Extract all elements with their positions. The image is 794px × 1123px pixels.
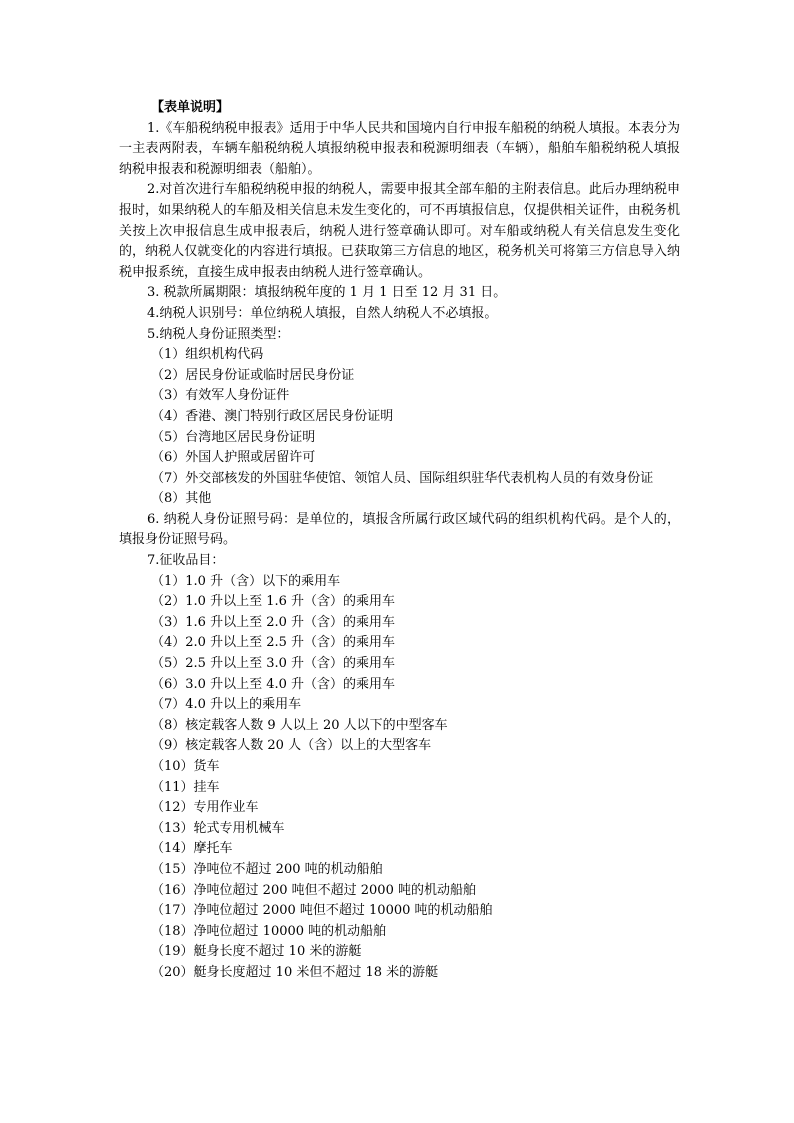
list-item: （8）其他 [151,491,212,507]
category-list [119,572,680,984]
list-item: （1）组织机构代码 [151,347,264,363]
list-item: （2）1.0 升以上至 1.6 升（含）的乘用车 [151,594,396,610]
list-item: （6）外国人护照或居留许可 [151,450,316,466]
list-item: （18）净吨位超过 10000 吨的机动船舶 [151,923,387,939]
list-item: （13）轮式专用机械车 [151,820,285,836]
form-instructions [119,98,680,984]
list-item: （4）2.0 升以上至 2.5 升（含）的乘用车 [151,635,396,651]
paragraph-3: 3. 税款所属期限：填报纳税年度的 1 月 1 日至 12 月 31 日。 [147,285,507,301]
paragraph-2: 2.对首次进行车船税纳税申报的纳税人，需要申报其全部车船的主附表信息。此后办理纳税申报时，如果纳税人的车船及相关信息未发生变化的，可不再填报信息，仅提供相关证件，由税务机关按上次申报信息生成申报表后，纳税人进行签章确认即可。对车船或纳税人有关信息发生变化的，纳税人仅就变化的内容进行填报。已获取第三方信息的地区，税务机关可将第三方信息导入纳税申报系统，直接生成申报表由纳税人进行签章确认。 [119,182,680,280]
paragraph-6: 6. 纳税人身份证照号码：是单位的，填报含所属行政区域代码的组织机构代码。是个人的，填报身份证照号码。 [119,511,680,548]
list-item: （20）艇身长度超过 10 米但不超过 18 米的游艇 [151,964,439,980]
paragraph-1: 1.《车船税纳税申报表》适用于中华人民共和国境内自行申报车船税的纳税人填报。本表分为一主表两附表，车辆车船税纳税人填报纳税申报表和税源明细表（车辆），船舶车船税纳税人填报纳税申报表和税源明细表（船舶）。 [119,120,680,177]
list-item: （7）外交部核发的外国驻华使馆、领馆人员、国际组织驻华代表机构人员的有效身份证 [151,470,654,486]
list-item: （6）3.0 升以上至 4.0 升（含）的乘用车 [151,676,396,692]
list-item: （5）台湾地区居民身份证明 [151,429,316,445]
list-item: （3）有效军人身份证件 [151,388,290,404]
list-item: （11）挂车 [151,779,220,795]
paragraph-5: 5.纳税人身份证照类型： [147,326,290,342]
list-item: （17）净吨位超过 2000 吨但不超过 10000 吨的机动船舶 [151,903,493,919]
list-item: （1）1.0 升（含）以下的乘用车 [151,573,341,589]
list-item: （4）香港、澳门特别行政区居民身份证明 [151,408,394,424]
list-item: （10）货车 [151,759,220,774]
list-item: （7）4.0 升以上的乘用车 [151,697,302,713]
list-item: （5）2.5 升以上至 3.0 升（含）的乘用车 [151,656,396,672]
paragraph-7: 7.征收品目： [147,553,225,569]
list-item: （8）核定载客人数 9 人以上 20 人以下的中型客车 [151,717,448,733]
id-type-list [119,345,680,510]
list-item: （15）净吨位不超过 200 吨的机动船舶 [151,861,383,877]
list-item: （12）专用作业车 [151,800,259,816]
list-item: （3）1.6 升以上至 2.0 升（含）的乘用车 [151,614,396,630]
paragraph-4: 4.纳税人识别号：单位纳税人填报，自然人纳税人不必填报。 [147,305,498,321]
list-item: （16）净吨位超过 200 吨但不超过 2000 吨的机动船舶 [151,882,476,898]
list-item: （9）核定载客人数 20 人（含）以上的大型客车 [151,738,432,754]
list-item: （14）摩托车 [151,841,233,857]
list-item: （19）艇身长度不超过 10 米的游艇 [151,944,362,960]
list-item: （2）居民身份证或临时居民身份证 [151,367,355,383]
section-title: 【表单说明】 [151,100,230,115]
